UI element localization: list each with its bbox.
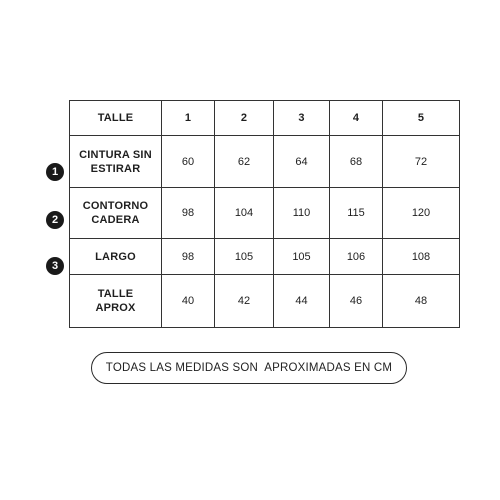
table-cell: 115 [330, 188, 383, 239]
row-label-line: CINTURA SIN [79, 148, 152, 161]
measurements-note: TODAS LAS MEDIDAS SON APROXIMADAS EN CM [91, 352, 407, 384]
row-number-badge: 1 [46, 163, 64, 181]
row-label-line: APROX [95, 302, 136, 314]
table-cell: 105 [215, 239, 274, 275]
table-cell: 72 [383, 136, 460, 188]
row-label-line: CADERA [91, 214, 140, 226]
row-label [70, 136, 162, 188]
table-cell: 60 [162, 136, 215, 188]
table-cell: 104 [215, 188, 274, 239]
row-label-line: CONTORNO [82, 200, 149, 212]
table-cell: 68 [330, 136, 383, 188]
header-label: TALLE [70, 101, 162, 136]
header-size-2: 2 [215, 101, 274, 136]
size-chart-table [69, 100, 460, 328]
header-size-3: 3 [274, 101, 330, 136]
row-number-badge: 3 [46, 257, 64, 275]
table-cell: 40 [162, 275, 215, 328]
table-cell: 44 [274, 275, 330, 328]
table-cell: 105 [274, 239, 330, 275]
row-label-line: TALLE [97, 288, 134, 300]
table-header-row [70, 101, 460, 136]
table-cell: 110 [274, 188, 330, 239]
header-size-5: 5 [383, 101, 460, 136]
header-size-1: 1 [162, 101, 215, 136]
header-size-4: 4 [330, 101, 383, 136]
table-cell: 98 [162, 239, 215, 275]
table-row [70, 188, 460, 239]
table-cell: 46 [330, 275, 383, 328]
row-label [70, 188, 162, 239]
table-cell: 98 [162, 188, 215, 239]
row-label-line: ESTIRAR [90, 162, 141, 175]
row-label [70, 239, 162, 275]
table-cell: 120 [383, 188, 460, 239]
table-cell: 108 [383, 239, 460, 275]
table-row [70, 136, 460, 188]
table-cell: 106 [330, 239, 383, 275]
row-label-line: LARGO [95, 250, 136, 263]
row-label [70, 275, 162, 328]
table-cell: 62 [215, 136, 274, 188]
row-number-badge: 2 [46, 211, 64, 229]
table-cell: 48 [383, 275, 460, 328]
table-cell: 64 [274, 136, 330, 188]
table-row [70, 239, 460, 275]
table-row [70, 275, 460, 328]
table-cell: 42 [215, 275, 274, 328]
